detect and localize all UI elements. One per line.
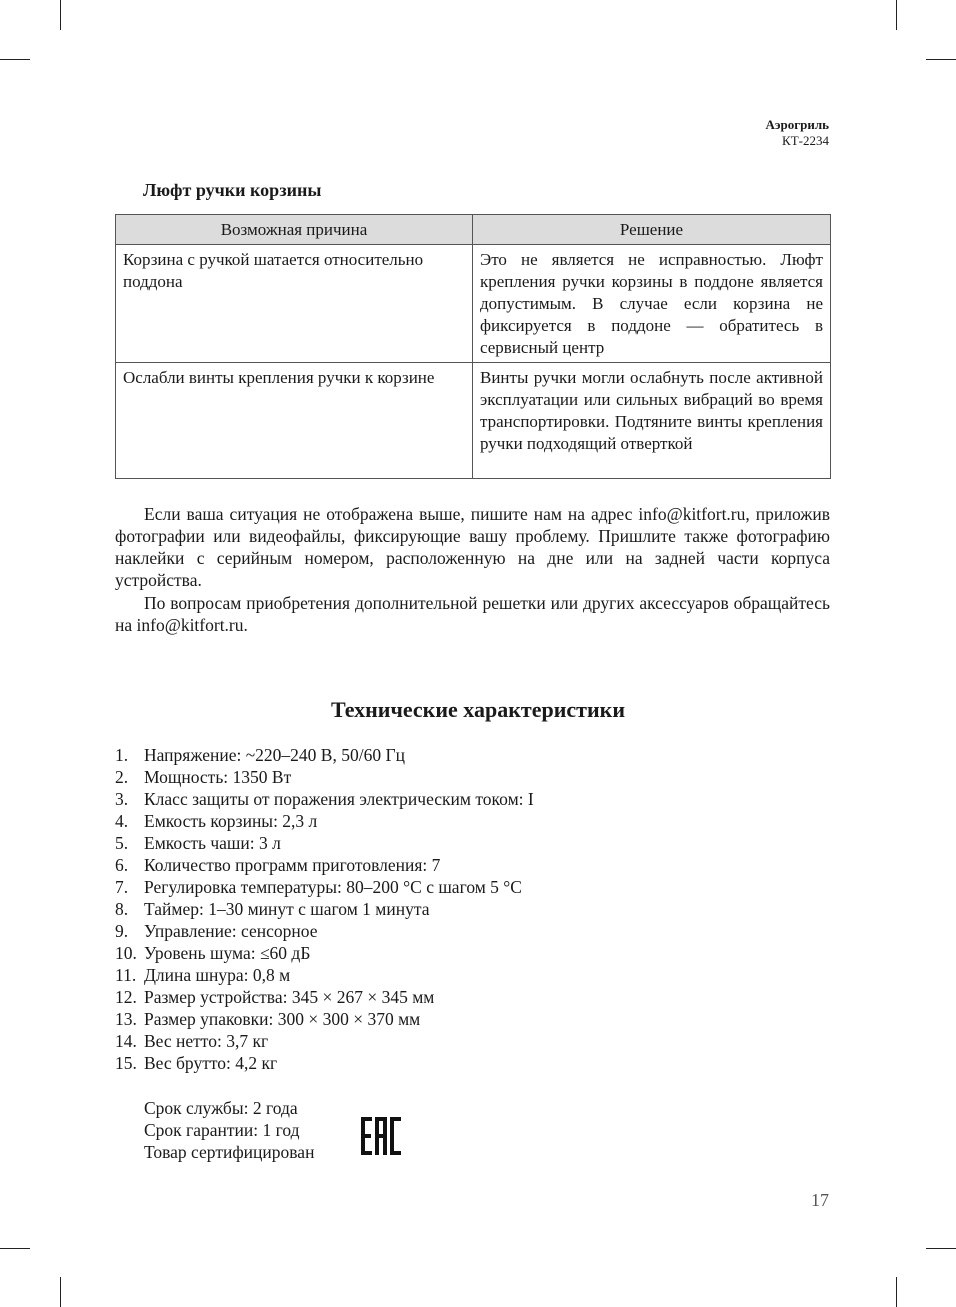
list-item: 12. Размер устройства: 345 × 267 × 345 мм (115, 987, 435, 1007)
solution-cell: Это не является не исправностью. Люфт крепления ручки корзины в поддоне является допустимым. В случае если корзина не фиксируется в поддоне — обратитесь в сервисный центр (473, 245, 831, 363)
tech-specs-title: Технические характеристики (330, 697, 626, 722)
list-item: 13. Размер упаковки: 300 × 300 × 370 мм (115, 1009, 421, 1029)
crop-mark (0, 1248, 30, 1249)
list-item: 7. Регулировка температуры: 80–200 °С с шагом 5 °С (115, 877, 522, 897)
crop-mark (0, 59, 30, 60)
service-life: Срок службы: 2 года (144, 1098, 298, 1118)
header-model: КТ-2234 (782, 133, 829, 148)
list-item: 1. Напряжение: ~220–240 В, 50/60 Гц (115, 745, 405, 765)
crop-mark (926, 1248, 956, 1249)
service-info (144, 1097, 314, 1163)
list-item: 3. Класс защиты от поражения электрическим током: I (115, 789, 534, 809)
column-header-solution: Решение (473, 215, 831, 245)
crop-mark (896, 1277, 897, 1307)
list-item: 4. Емкость корзины: 2,3 л (115, 811, 318, 831)
list-item: 2. Мощность: 1350 Вт (115, 767, 292, 787)
list-item: 5. Емкость чаши: 3 л (115, 833, 281, 853)
crop-mark (60, 1277, 61, 1307)
cause-cell: Ослабли винты крепления ручки к корзине (116, 363, 473, 479)
contact-paragraph: Если ваша ситуация не отображена выше, пишите нам на адрес info@kitfort.ru, приложив фотографии или видеофайлы, фиксирующие вашу проблему. Пришлите также фотографию наклейки с серийным номером, расположенную на дне или на задней части корпуса устройства. (115, 504, 830, 590)
certification-note: Товар сертифицирован (144, 1142, 315, 1162)
solution-cell: Винты ручки могли ослабнуть после активной эксплуатации или сильных вибраций во время транспортировки. Подтяните винты крепления ручки подходящий отверткой (473, 363, 831, 479)
section-title: Люфт ручки корзины (143, 180, 322, 200)
list-item: 15. Вес брутто: 4,2 кг (115, 1053, 278, 1073)
list-item: 6. Количество программ приготовления: 7 (115, 855, 441, 875)
column-header-cause: Возможная причина (116, 215, 473, 245)
cause-cell: Корзина с ручкой шатается относительно поддона (116, 245, 473, 363)
troubleshooting-table (115, 214, 831, 479)
header-product: Аэрогриль (765, 117, 829, 132)
crop-mark (896, 0, 897, 30)
running-header (765, 117, 829, 149)
warranty-period: Срок гарантии: 1 год (144, 1120, 300, 1140)
specs-list (115, 744, 534, 1074)
table-header-row (116, 215, 831, 245)
page-number: 17 (811, 1190, 829, 1210)
list-item: 10. Уровень шума: ≤60 дБ (115, 943, 311, 963)
accessories-paragraph: По вопросам приобретения дополнительной решетки или других аксессуаров обращайтесь на info@kitfort.ru. (115, 593, 830, 635)
table-row (116, 245, 831, 363)
list-item: 11. Длина шнура: 0,8 м (115, 965, 291, 985)
crop-mark (60, 0, 61, 30)
crop-mark (926, 59, 956, 60)
list-item: 14. Вес нетто: 3,7 кг (115, 1031, 269, 1051)
eac-logo-icon (360, 1115, 402, 1157)
list-item: 9. Управление: сенсорное (115, 921, 318, 941)
table-row (116, 363, 831, 479)
list-item: 8. Таймер: 1–30 минут с шагом 1 минута (115, 899, 430, 919)
